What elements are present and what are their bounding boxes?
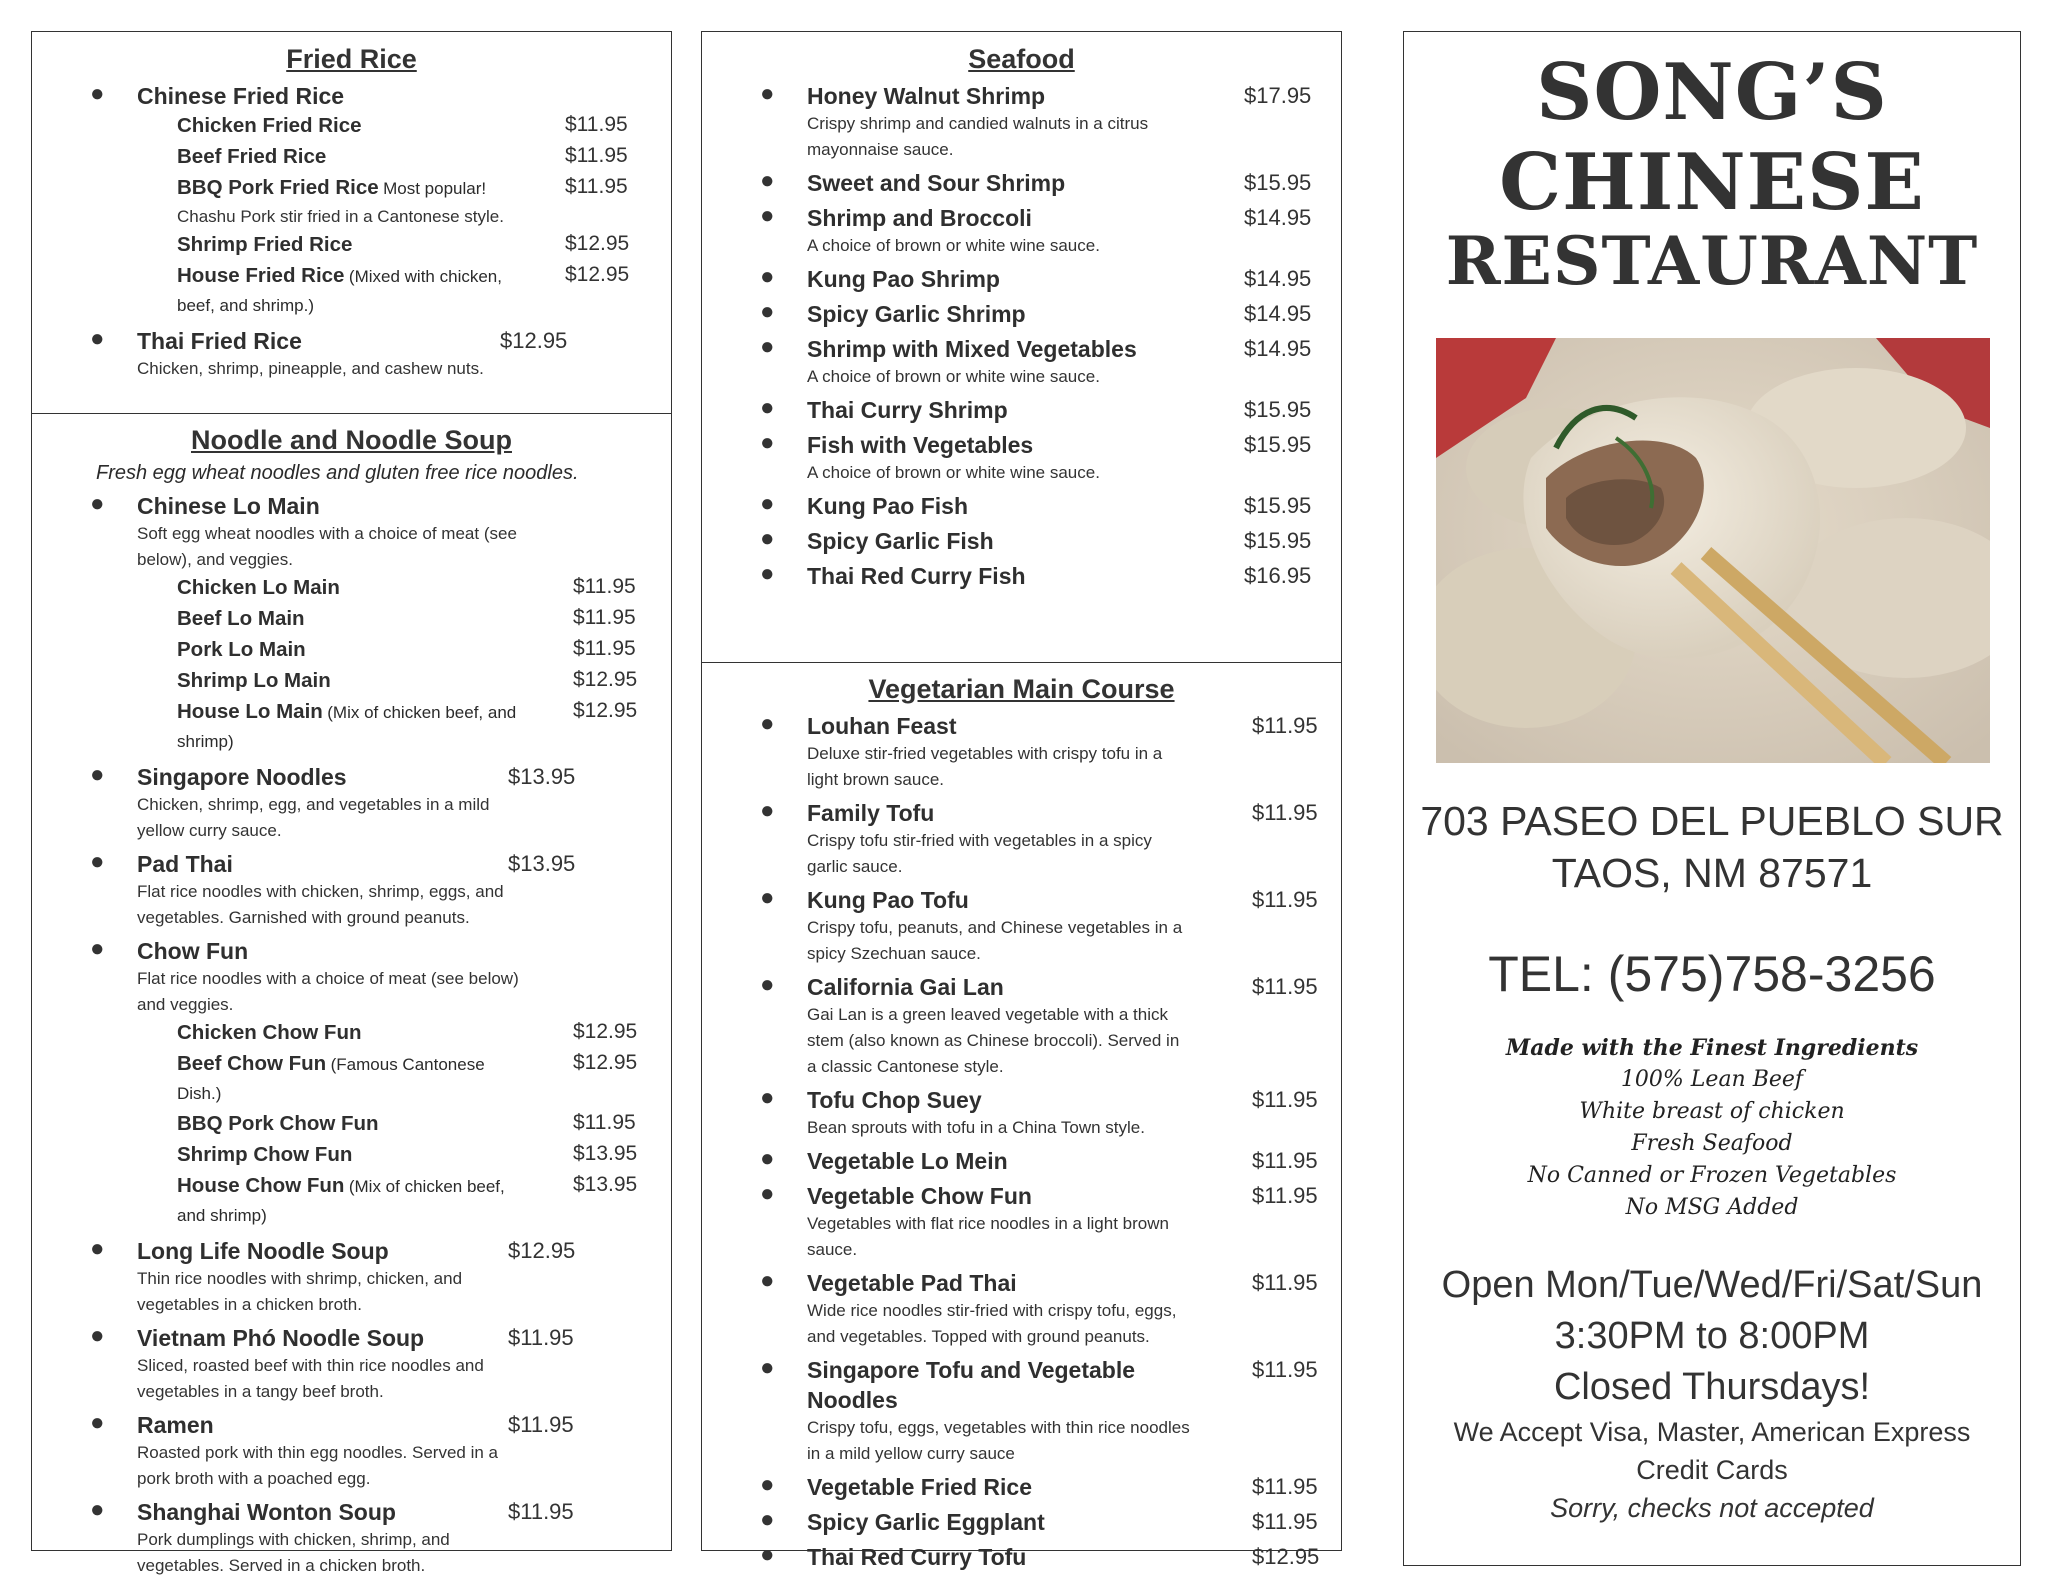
sub-item-price: $11.95: [565, 175, 628, 198]
bullet-icon: ●: [760, 394, 775, 421]
menu-item-name: Louhan Feast: [807, 713, 957, 739]
telephone: [1403, 945, 2021, 1003]
sub-item-name: Shrimp Chow Fun: [177, 1143, 353, 1166]
sub-item-price: $11.95: [573, 637, 636, 660]
bullet-icon: ●: [90, 1322, 105, 1349]
bullet-icon: ●: [90, 935, 105, 962]
bullet-icon: ●: [760, 202, 775, 229]
sub-item-name: Chicken Fried Rice: [177, 114, 362, 137]
menu-item: [702, 430, 1341, 486]
logo-line-1: SONG’S: [1536, 47, 1888, 138]
menu-item-price: $11.95: [1252, 1270, 1318, 1295]
hours-block: [1403, 1260, 2021, 1527]
menu-item-description: Crispy tofu, eggs, vegetables with thin rice noodles in a mild yellow curry sauce: [807, 1418, 1190, 1463]
menu-item-name: Thai Fried Rice: [137, 328, 302, 354]
menu-item-description: Vegetables with flat rice noodles in a light brown sauce.: [807, 1214, 1169, 1259]
bullet-icon: ●: [90, 325, 105, 352]
menu-item-description: Deluxe stir-fried vegetables with crispy tofu in a light brown sauce.: [807, 744, 1163, 789]
section-divider: [32, 413, 671, 414]
menu-item-price: $11.95: [1252, 1509, 1318, 1534]
sub-item-price: $13.95: [573, 1142, 638, 1165]
menu-item: [32, 936, 671, 1231]
sub-item-price: $12.95: [573, 1020, 638, 1043]
menu-item-description: Crispy tofu, peanuts, and Chinese vegetables in a spicy Szechuan sauce.: [807, 918, 1183, 963]
menu-item-description: A choice of brown or white wine sauce.: [807, 367, 1100, 386]
menu-item-description: A choice of brown or white wine sauce.: [807, 463, 1100, 482]
menu-item-description: Bean sprouts with tofu in a China Town style.: [807, 1118, 1145, 1137]
menu-item-description: Crispy shrimp and candied walnuts in a citrus mayonnaise sauce.: [807, 114, 1149, 159]
bullet-icon: ●: [90, 761, 105, 788]
menu-item-price: $11.95: [508, 1325, 574, 1350]
quality-statement: [1403, 1032, 2021, 1224]
sub-item-name: Pork Lo Main: [177, 638, 306, 661]
menu-item-name: Thai Red Curry Tofu: [807, 1544, 1027, 1570]
seafood-section: [702, 44, 1341, 596]
sub-item-price: $12.95: [573, 1051, 638, 1074]
menu-item-description: Thin rice noodles with shrimp, chicken, and vegetables in a chicken broth.: [137, 1269, 463, 1314]
noodles-intro: Fresh egg wheat noodles and gluten free rice noodles.: [96, 462, 579, 484]
bullet-icon: ●: [90, 1235, 105, 1262]
menu-item-name: Chinese Lo Main: [137, 493, 320, 519]
menu-item-name: Shrimp and Broccoli: [807, 205, 1032, 231]
vegetarian-section: [702, 674, 1341, 1577]
menu-item-name: Chinese Fried Rice: [137, 83, 345, 109]
menu-item: [32, 1497, 671, 1579]
menu-item-price: $11.95: [1252, 800, 1318, 825]
menu-item-name: Vegetable Lo Mein: [807, 1148, 1008, 1174]
menu-item-description: Roasted pork with thin egg noodles. Served in a pork broth with a poached egg.: [137, 1443, 499, 1488]
menu-item-price: $17.95: [1244, 83, 1312, 108]
sub-item-note: (Famous Cantonese Dish.): [177, 1055, 485, 1103]
sub-item-description: Chashu Pork stir fried in a Cantonese style.: [177, 207, 504, 226]
bullet-icon: ●: [760, 80, 775, 107]
menu-item: [702, 711, 1341, 793]
menu-item: [702, 1085, 1341, 1141]
bullet-icon: ●: [760, 263, 775, 290]
menu-item-name: Thai Red Curry Fish: [807, 563, 1026, 589]
menu-item-description: A choice of brown or white wine sauce.: [807, 236, 1100, 255]
bullet-icon: ●: [760, 1145, 775, 1172]
menu-item-name: Spicy Garlic Fish: [807, 528, 994, 554]
sub-item-name: BBQ Pork Chow Fun: [177, 1112, 379, 1135]
menu-item-price: $15.95: [1244, 397, 1312, 422]
menu-item-name: Ramen: [137, 1412, 214, 1438]
menu-item-price: $15.95: [1244, 528, 1312, 553]
quality-line: Fresh Seafood: [1631, 1131, 1793, 1156]
menu-item-name: Vegetable Fried Rice: [807, 1474, 1032, 1500]
menu-item-price: $14.95: [1244, 205, 1312, 230]
bullet-icon: ●: [760, 971, 775, 998]
menu-item-name: Spicy Garlic Shrimp: [807, 301, 1026, 327]
bullet-icon: ●: [760, 1541, 775, 1568]
menu-item-name: Singapore Tofu and Vegetable Noodles: [807, 1357, 1136, 1413]
menu-item: [32, 1323, 671, 1405]
noodles-list: [32, 491, 671, 1579]
menu-item-name: Sweet and Sour Shrimp: [807, 170, 1066, 196]
bullet-icon: ●: [760, 797, 775, 824]
menu-item: [702, 885, 1341, 967]
menu-item: [702, 1146, 1341, 1176]
menu-item: [702, 395, 1341, 425]
sub-item-price: $11.95: [565, 144, 628, 167]
logo-line-2: CHINESE: [1499, 137, 1925, 228]
dumpling-photo: [1436, 338, 1990, 763]
payment-line-1: We Accept Visa, Master, American Express: [1453, 1417, 1971, 1447]
bullet-icon: ●: [760, 1354, 775, 1381]
sub-item-price: $12.95: [573, 699, 638, 722]
bullet-icon: ●: [90, 1409, 105, 1436]
menu-item-price: $11.95: [1252, 1474, 1318, 1499]
checks-note: Sorry, checks not accepted: [1550, 1493, 1874, 1523]
open-hours: 3:30PM to 8:00PM: [1554, 1315, 1870, 1357]
sub-item-name: Shrimp Lo Main: [177, 669, 331, 692]
menu-item-price: $11.95: [1252, 1148, 1318, 1173]
sub-item: [137, 1018, 638, 1049]
menu-item-price: $15.95: [1244, 170, 1312, 195]
menu-item-price: $13.95: [508, 764, 576, 789]
section-title-vegetarian: Vegetarian Main Course: [868, 674, 1175, 704]
bullet-icon: ●: [90, 1496, 105, 1523]
menu-item-price: $11.95: [1252, 1183, 1318, 1208]
address-line-2: TAOS, NM 87571: [1551, 850, 1873, 896]
sub-item-name: House Chow Fun: [177, 1174, 345, 1197]
menu-item: [702, 1542, 1341, 1572]
menu-item-name: Chow Fun: [137, 938, 249, 964]
menu-column-middle: [701, 31, 1342, 1570]
sub-item-price: $11.95: [573, 606, 636, 629]
sub-item-price: $13.95: [573, 1173, 638, 1196]
sub-item-price: $12.95: [565, 263, 630, 286]
sub-item: [137, 604, 636, 635]
bullet-icon: ●: [760, 429, 775, 456]
telephone-number: TEL: (575)758-3256: [1488, 946, 1936, 1002]
menu-item-price: $11.95: [1252, 713, 1318, 738]
menu-item-price: $11.95: [1252, 974, 1318, 999]
menu-item-description: Sliced, roasted beef with thin rice noodles and vegetables in a tangy beef broth.: [137, 1356, 484, 1401]
bullet-icon: ●: [760, 525, 775, 552]
sub-item: [137, 230, 630, 261]
menu-item-name: Shrimp with Mixed Vegetables: [807, 336, 1137, 362]
quality-line: Made with the Finest Ingredients: [1505, 1035, 1919, 1061]
sub-item-name: Chicken Chow Fun: [177, 1021, 362, 1044]
menu-item: [702, 1268, 1341, 1350]
menu-item: [702, 972, 1341, 1080]
sub-item-name: Beef Chow Fun: [177, 1052, 327, 1075]
sub-item-price: $11.95: [565, 113, 628, 136]
menu-item-price: $15.95: [1244, 432, 1312, 457]
section-title-noodles: Noodle and Noodle Soup: [191, 425, 512, 455]
menu-item-price: $11.95: [508, 1412, 574, 1437]
sub-item: [137, 666, 638, 697]
bullet-icon: ●: [90, 490, 105, 517]
bullet-icon: ●: [760, 1267, 775, 1294]
sub-item-name: House Fried Rice: [177, 264, 345, 287]
quality-line: No MSG Added: [1625, 1195, 1799, 1220]
sub-item-note: (Mix of chicken beef, and shrimp): [177, 1177, 505, 1225]
menu-item: [702, 491, 1341, 521]
menu-item-price: $13.95: [508, 851, 576, 876]
fried-rice-list: [32, 81, 671, 382]
menu-item: [32, 849, 671, 931]
menu-item-description: Chicken, shrimp, pineapple, and cashew nuts.: [137, 359, 484, 378]
sub-item-note: (Mixed with chicken, beef, and shrimp.): [177, 267, 502, 315]
bullet-icon: ●: [760, 884, 775, 911]
menu-item-price: $12.95: [500, 328, 568, 353]
sub-item: [137, 1171, 638, 1231]
vegetarian-list: [702, 711, 1341, 1572]
restaurant-logo: [1404, 47, 2020, 300]
menu-item-name: Long Life Noodle Soup: [137, 1238, 389, 1264]
sub-item: [137, 1049, 638, 1109]
menu-item-name: Kung Pao Shrimp: [807, 266, 1000, 292]
menu-item-description: Wide rice noodles stir-fried with crispy tofu, eggs, and vegetables. Topped with ground peanuts.: [807, 1301, 1177, 1346]
menu-item-description: Flat rice noodles with a choice of meat (see below) and veggies.: [137, 969, 519, 1014]
menu-item-name: Vietnam Phó Noodle Soup: [137, 1325, 425, 1351]
sub-item-price: $11.95: [573, 575, 636, 598]
menu-column-left: [31, 31, 672, 1575]
payment-line-2: Credit Cards: [1636, 1455, 1788, 1485]
menu-item-description: Chicken, shrimp, egg, and vegetables in a mild yellow curry sauce.: [137, 795, 490, 840]
address-block: [1403, 795, 2021, 899]
bullet-icon: ●: [760, 710, 775, 737]
bullet-icon: ●: [90, 848, 105, 875]
sub-item: [137, 573, 636, 604]
menu-item: [702, 203, 1341, 259]
menu-item-name: Kung Pao Fish: [807, 493, 968, 519]
menu-item-name: Kung Pao Tofu: [807, 887, 969, 913]
closed-day: Closed Thursdays!: [1553, 1366, 1871, 1408]
sub-item-name: House Lo Main: [177, 700, 323, 723]
menu-item: [702, 81, 1341, 163]
menu-item-name: Fish with Vegetables: [807, 432, 1034, 458]
menu-item-name: Vegetable Chow Fun: [807, 1183, 1032, 1209]
address-line-1: 703 PASEO DEL PUEBLO SUR: [1420, 798, 2004, 844]
sub-item-name: Shrimp Fried Rice: [177, 233, 353, 256]
menu-item-name: California Gai Lan: [807, 974, 1004, 1000]
sub-item: [137, 142, 628, 173]
menu-item-description: Gai Lan is a green leaved vegetable with a thick stem (also known as Chinese broccoli). Served in a classic Cantonese style.: [807, 1005, 1180, 1076]
sub-item: [137, 261, 630, 321]
menu-item-name: Shanghai Wonton Soup: [137, 1499, 396, 1525]
bullet-icon: ●: [760, 490, 775, 517]
sub-item: [137, 111, 628, 142]
sub-item-price: $12.95: [565, 232, 630, 255]
fried-rice-section: [32, 44, 671, 387]
sub-item-name: Chicken Lo Main: [177, 576, 340, 599]
sub-item-name: Beef Fried Rice: [177, 145, 327, 168]
sub-item-name: Beef Lo Main: [177, 607, 305, 630]
menu-item: [702, 1507, 1341, 1537]
quality-line: No Canned or Frozen Vegetables: [1527, 1163, 1897, 1188]
sub-item-price: $12.95: [573, 668, 638, 691]
noodle-section: [32, 425, 671, 1584]
menu-item: [32, 491, 671, 757]
menu-item: [702, 798, 1341, 880]
menu-item-price: $12.95: [1252, 1544, 1320, 1569]
menu-item: [32, 81, 671, 321]
menu-item: [32, 326, 671, 382]
open-days: Open Mon/Tue/Wed/Fri/Sat/Sun: [1441, 1264, 1983, 1306]
menu-item-description: Flat rice noodles with chicken, shrimp, eggs, and vegetables. Garnished with ground peanuts.: [137, 882, 504, 927]
menu-item-price: $11.95: [1252, 1087, 1318, 1112]
menu-item: [702, 1181, 1341, 1263]
menu-item: [32, 1410, 671, 1492]
menu-item: [702, 1355, 1341, 1467]
menu-item: [702, 334, 1341, 390]
section-title-seafood: Seafood: [968, 44, 1075, 74]
menu-item-price: $14.95: [1244, 301, 1312, 326]
menu-item-price: $11.95: [1252, 1357, 1318, 1382]
menu-item: [702, 299, 1341, 329]
bullet-icon: ●: [760, 167, 775, 194]
logo-line-3: RESTAURANT: [1445, 222, 1979, 300]
sub-item: [137, 1109, 636, 1140]
menu-item-description: Soft egg wheat noodles with a choice of meat (see below), and veggies.: [137, 524, 517, 569]
bullet-icon: ●: [90, 80, 105, 107]
menu-item-price: $14.95: [1244, 266, 1312, 291]
sub-item-note: (Mix of chicken beef, and shrimp): [177, 703, 517, 751]
menu-item-price: $12.95: [508, 1238, 576, 1263]
menu-item-name: Tofu Chop Suey: [807, 1087, 982, 1113]
menu-item: [702, 526, 1341, 556]
menu-item-price: $11.95: [1252, 887, 1318, 912]
quality-line: White breast of chicken: [1579, 1099, 1845, 1124]
menu-item-description: Pork dumplings with chicken, shrimp, and vegetables. Served in a chicken broth.: [137, 1530, 450, 1575]
bullet-icon: ●: [760, 1506, 775, 1533]
section-divider: [702, 662, 1341, 663]
sub-item: [137, 697, 638, 757]
quality-line: 100% Lean Beef: [1620, 1067, 1804, 1092]
sub-item-price: $11.95: [573, 1111, 636, 1134]
menu-item-name: Spicy Garlic Eggplant: [807, 1509, 1045, 1535]
menu-item: [702, 264, 1341, 294]
bullet-icon: ●: [760, 560, 775, 587]
sub-item: [137, 1140, 638, 1171]
bullet-icon: ●: [760, 298, 775, 325]
sub-item: [137, 173, 628, 230]
sub-item-name: BBQ Pork Fried Rice: [177, 176, 379, 199]
sub-item-note: Most popular!: [383, 179, 487, 198]
bullet-icon: ●: [760, 1180, 775, 1207]
menu-item-price: $11.95: [508, 1499, 574, 1524]
menu-item: [702, 1472, 1341, 1502]
menu-item: [32, 762, 671, 844]
menu-item-name: Pad Thai: [137, 851, 233, 877]
menu-item: [702, 168, 1341, 198]
quality-lines: [1403, 1032, 2021, 1224]
seafood-list: [702, 81, 1341, 591]
menu-item-name: Family Tofu: [807, 800, 935, 826]
menu-item-price: $15.95: [1244, 493, 1312, 518]
menu-item-name: Vegetable Pad Thai: [807, 1270, 1017, 1296]
menu-item-name: Thai Curry Shrimp: [807, 397, 1008, 423]
menu-item-name: Singapore Noodles: [137, 764, 347, 790]
sub-item: [137, 635, 636, 666]
menu-item-price: $14.95: [1244, 336, 1312, 361]
section-title-fried-rice: Fried Rice: [286, 44, 417, 74]
menu-item-price: $16.95: [1244, 563, 1312, 588]
menu-item-description: Crispy tofu stir-fried with vegetables in a spicy garlic sauce.: [807, 831, 1152, 876]
menu-item: [32, 1236, 671, 1318]
bullet-icon: ●: [760, 1471, 775, 1498]
bullet-icon: ●: [760, 1084, 775, 1111]
menu-item: [702, 561, 1341, 591]
menu-item-name: Honey Walnut Shrimp: [807, 83, 1046, 109]
bullet-icon: ●: [760, 333, 775, 360]
